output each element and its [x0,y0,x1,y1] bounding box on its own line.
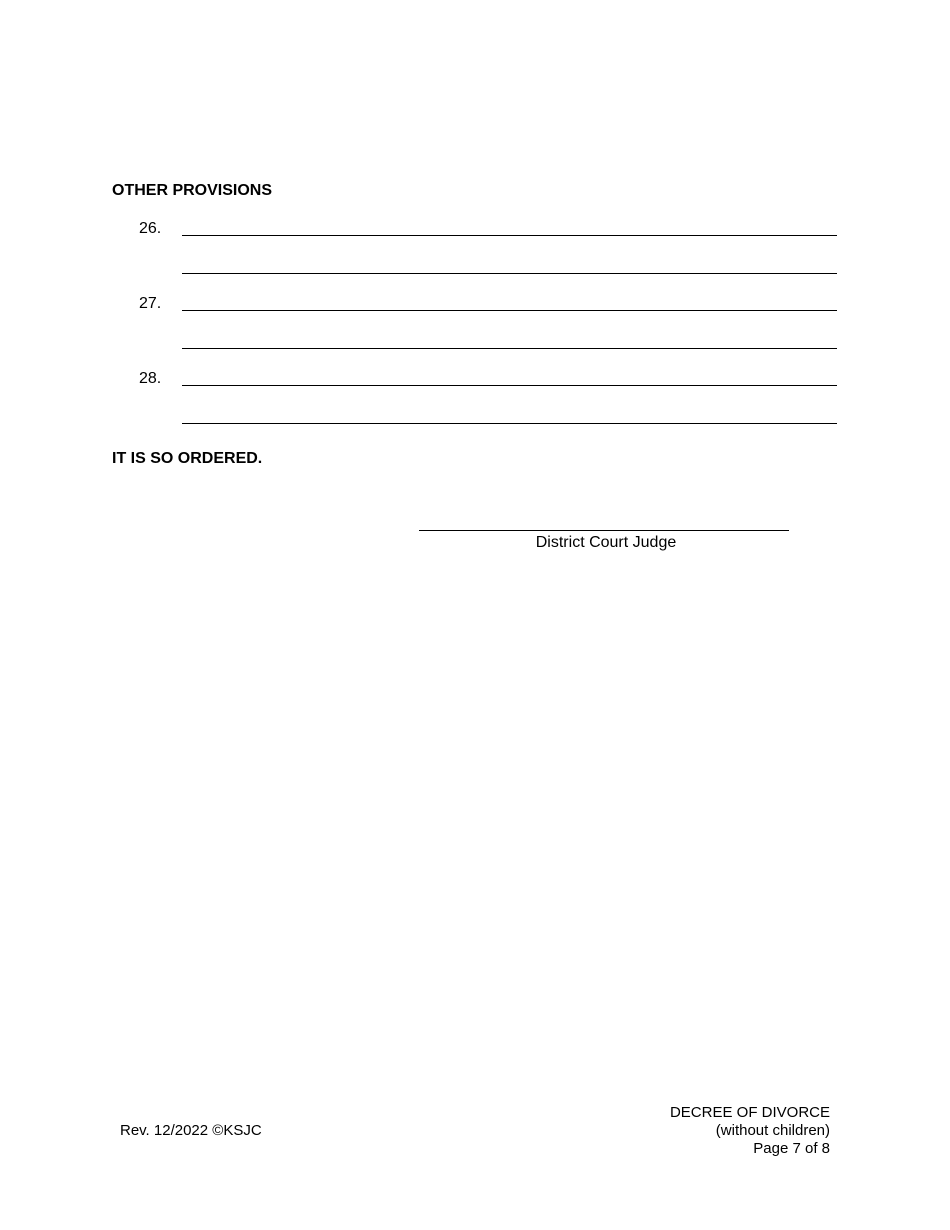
provision-blank-line[interactable] [182,385,837,386]
provision-blank-line[interactable] [182,348,837,349]
provision-blank-line[interactable] [182,235,837,236]
footer-page-number: Page 7 of 8 [753,1140,830,1157]
judge-signature-label: District Court Judge [535,534,677,551]
section-heading: OTHER PROVISIONS [112,182,273,199]
footer-form-title: DECREE OF DIVORCE [669,1104,830,1121]
provision-number: 27. [139,295,162,312]
provision-blank-line[interactable] [182,310,837,311]
footer-form-subtitle: (without children) [715,1122,830,1139]
order-statement: IT IS SO ORDERED. [112,450,263,467]
provision-number: 26. [139,220,162,237]
footer-form-info [670,1104,830,1158]
provision-number: 28. [139,370,162,387]
provision-blank-line[interactable] [182,273,837,274]
footer-revision: Rev. 12/2022 ©KSJC [120,1122,262,1139]
judge-signature-line[interactable] [419,530,789,531]
provision-blank-line[interactable] [182,423,837,424]
